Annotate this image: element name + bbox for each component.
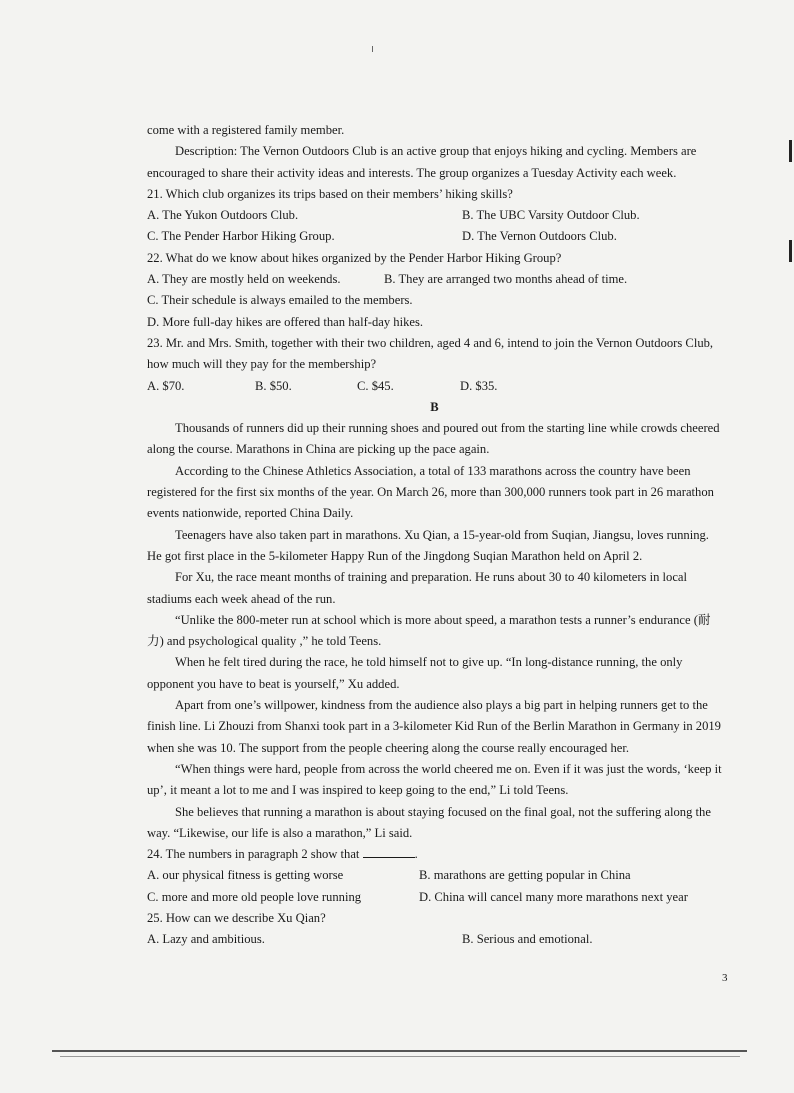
option-b: B. $50. bbox=[255, 378, 292, 393]
option-c: C. The Pender Harbor Hiking Group. bbox=[147, 229, 335, 244]
bottom-rule bbox=[60, 1056, 740, 1057]
scan-edge-mark bbox=[789, 240, 792, 262]
option-a: A. Lazy and ambitious. bbox=[147, 932, 265, 947]
option-d: D. China will cancel many more marathons next year bbox=[419, 889, 688, 904]
question-21-stem: 21. Which club organizes its trips based on their members’ hiking skills? bbox=[147, 186, 513, 201]
answer-blank bbox=[363, 845, 415, 858]
question-22-options-row1 bbox=[147, 269, 722, 290]
scan-edge-mark bbox=[789, 140, 792, 162]
passage-paragraph: When he felt tired during the race, he told himself not to give up. “In long-distance running, the only opponent you have to beat is yourself,” Xu added. bbox=[147, 655, 683, 691]
option-c: C. more and more old people love running bbox=[147, 889, 362, 904]
question-24-stem bbox=[147, 844, 722, 865]
passage-paragraph: According to the Chinese Athletics Association, a total of 133 marathons across the country have been registered for the first six months of the year. On March 26, more than 300,000 runners took part in 26 marathon events nationwide, reported China Daily. bbox=[147, 463, 714, 521]
question-25-options bbox=[147, 929, 722, 950]
question-23-stem: 23. Mr. and Mrs. Smith, together with their two children, aged 4 and 6, intend to join the Vernon Outdoors Club, how much will they pay for the membership? bbox=[147, 335, 714, 372]
passage-paragraph: Thousands of runners did up their running shoes and poured out from the starting line while crowds cheered along the course. Marathons in China are picking up the pace again. bbox=[147, 421, 720, 457]
option-b: B. They are arranged two months ahead of time. bbox=[384, 272, 628, 287]
page-content bbox=[147, 120, 722, 951]
question-22-stem: 22. What do we know about hikes organized by the Pender Harbor Hiking Group? bbox=[147, 250, 562, 265]
club-description: Description: The Vernon Outdoors Club is an active group that enjoys hiking and cycling. Members are encouraged to share their activity ideas and interests. The group organizes a Tuesday Activity each week. bbox=[147, 144, 697, 180]
text-line: come with a registered family member. bbox=[147, 123, 345, 137]
option-b: B. marathons are getting popular in China bbox=[419, 868, 631, 883]
question-21-options-row1 bbox=[147, 205, 722, 226]
option-d: D. More full-day hikes are offered than half-day hikes. bbox=[147, 314, 424, 329]
option-d: D. $35. bbox=[460, 378, 498, 393]
option-d: D. The Vernon Outdoors Club. bbox=[462, 229, 617, 244]
passage-paragraph: “When things were hard, people from across the world cheered me on. Even if it was just the words, ‘keep it up’, it meant a lot to me and I was inspired to keep going to the end,” Li told Teens. bbox=[147, 761, 722, 798]
option-a: A. our physical fitness is getting worse bbox=[147, 868, 344, 883]
bottom-rule bbox=[52, 1050, 747, 1052]
question-24-period: . bbox=[414, 847, 418, 862]
question-24-options-row1 bbox=[147, 865, 722, 886]
page-number: 3 bbox=[722, 972, 728, 984]
option-a: A. They are mostly held on weekends. bbox=[147, 272, 341, 287]
passage-paragraph: She believes that running a marathon is about staying focused on the final goal, not the suffering along the way. “Likewise, our life is also a marathon,” Li said. bbox=[147, 804, 711, 840]
passage-paragraph: “Unlike the 800-meter run at school which is more about speed, a marathon tests a runner’s endurance (耐力) and psychological quality ,” he told Teens. bbox=[147, 612, 711, 649]
question-23-options bbox=[147, 376, 722, 397]
question-21-options-row2 bbox=[147, 226, 722, 247]
section-heading: B bbox=[430, 399, 439, 414]
option-a: A. The Yukon Outdoors Club. bbox=[147, 208, 299, 223]
option-b: B. Serious and emotional. bbox=[462, 932, 593, 947]
passage-paragraph: For Xu, the race meant months of training and preparation. He runs about 30 to 40 kilometers in local stadiums each week ahead of the run. bbox=[147, 570, 688, 606]
option-c: C. $45. bbox=[357, 378, 394, 393]
option-c: C. Their schedule is always emailed to the members. bbox=[147, 293, 413, 308]
passage-paragraph: Teenagers have also taken part in marathons. Xu Qian, a 15-year-old from Suqian, Jiangsu, loves running. He got first place in the 5-kilometer Happy Run of the Jingdong Suqian Marathon held on April 2. bbox=[147, 527, 709, 563]
scan-mark bbox=[372, 46, 373, 52]
question-25-stem: 25. How can we describe Xu Qian? bbox=[147, 910, 326, 925]
option-a: A. $70. bbox=[147, 378, 185, 393]
passage-paragraph: Apart from one’s willpower, kindness from the audience also plays a big part in helping runners get to the finish line. Li Zhouzi from Shanxi took part in a 3-kilometer Kid Run of the Berlin Marathon in Germany in 2019 when she was 10. The support from the people cheering along the course really encouraged her. bbox=[147, 698, 721, 755]
option-b: B. The UBC Varsity Outdoor Club. bbox=[462, 208, 640, 223]
question-24-text: 24. The numbers in paragraph 2 show that bbox=[147, 847, 360, 862]
question-24-options-row2 bbox=[147, 887, 722, 908]
